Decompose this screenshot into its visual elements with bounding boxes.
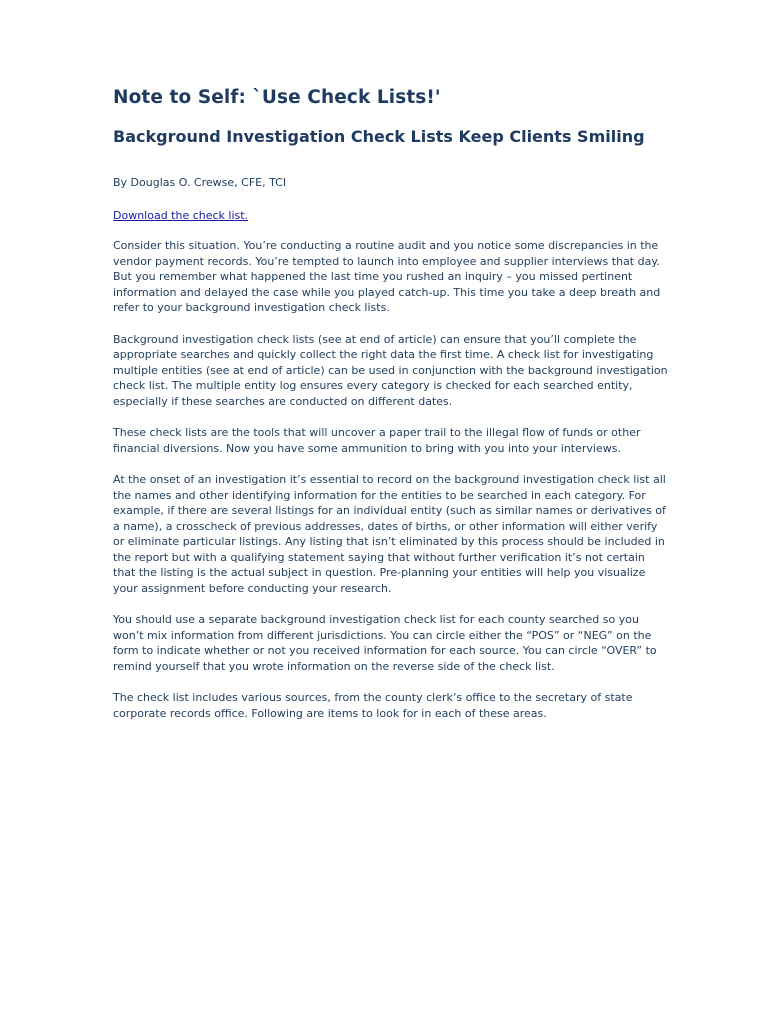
paragraph: These check lists are the tools that will uncover a paper trail to the illegal flow of funds or other financial diversions. Now you have some ammunition to bring with you into your interviews. bbox=[113, 426, 641, 455]
article-subtitle: Background Investigation Check Lists Keep Clients Smiling bbox=[113, 127, 645, 146]
paragraph: At the onset of an investigation it’s essential to record on the background investigation check list all the names and other identifying information for the entities to be searched in each category. For example, if there are several listings for an individual entity (such as similar names or derivatives of a name), a crosscheck of previous addresses, dates of births, or other information will either verify or eliminate particular listings. Any listing that isn’t eliminated by this process should be included in the report but with a qualifying statement saying that without further verification it’s not certain that the listing is the actual subject in question. Pre-planning your entities will help you visualize your assignment before conducting your research. bbox=[113, 473, 666, 595]
article-title: Note to Self: `Use Check Lists!' bbox=[113, 87, 441, 108]
download-checklist-link[interactable]: Download the check list. bbox=[113, 209, 249, 222]
paragraph: Background investigation check lists (see at end of article) can ensure that you’ll complete the appropriate searches and quickly collect the right data the first time. A check list for investigating multiple entities (see at end of article) can be used in conjunction with the background investigation check list. The multiple entity log ensures every category is checked for each searched entity, especially if these searches are conducted on different dates. bbox=[113, 332, 668, 408]
paragraph: Consider this situation. You’re conducting a routine audit and you notice some discrepancies in the vendor payment records. You’re tempted to launch into employee and supplier interviews that day. But you remember what happened the last time you rushed an inquiry – you missed pertinent information and delayed the case while you played catch-up. This time you take a deep breath and refer to your background investigation check lists. bbox=[113, 239, 661, 314]
paragraph: The check list includes various sources, from the county clerk’s office to the secretary of state corporate records office. Following are items to look for in each of these areas. bbox=[113, 691, 633, 720]
paragraph: You should use a separate background investigation check list for each county searched so you won’t mix information from different jurisdictions. You can circle either the “POS” or “NEG” on the form to indicate whether or not you received information for each source. You can circle “OVER” to remind yourself that you wrote information on the reverse side of the check list. bbox=[113, 613, 657, 673]
author-byline: By Douglas O. Crewse, CFE, TCI bbox=[113, 176, 287, 189]
article-body bbox=[113, 238, 668, 721]
